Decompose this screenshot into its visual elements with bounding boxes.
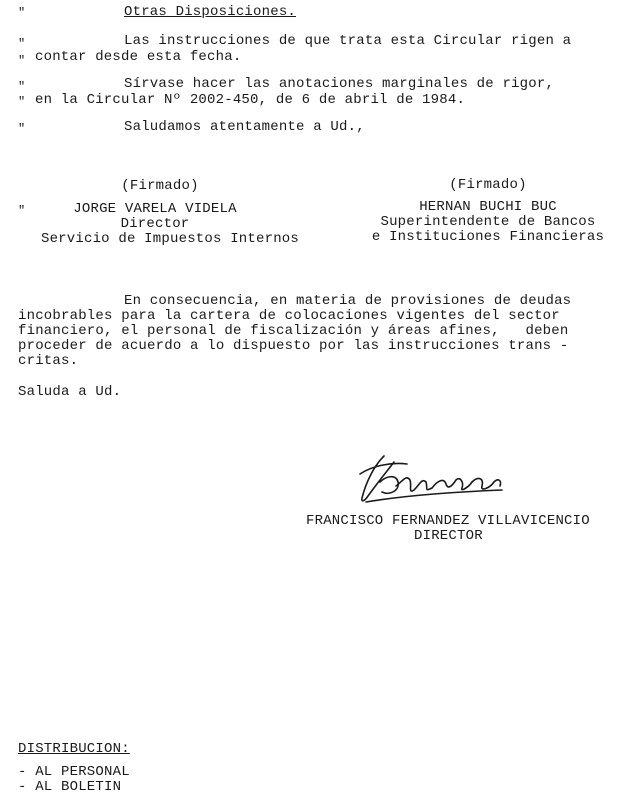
- paragraph-line: proceder de acuerdo a lo dispuesto por las instrucciones trans -: [18, 338, 569, 354]
- left-signatory-name: JORGE VARELA VIDELA: [73, 201, 237, 217]
- paragraph-line: financiero, el personal de fiscalización y áreas afines, deben: [18, 323, 569, 339]
- paragraph-line: critas.: [18, 353, 79, 369]
- director-name: FRANCISCO FERNANDEZ VILLAVICENCIO: [306, 513, 590, 529]
- left-signatory-title: Director: [120, 216, 190, 232]
- paragraph-line: Sírvase hacer las anotaciones marginales de rigor,: [124, 76, 555, 92]
- paragraph-line: Las instrucciones de que trata esta Circular rigen a: [124, 33, 572, 49]
- left-firmado: (Firmado): [121, 178, 199, 194]
- right-firmado: (Firmado): [449, 177, 527, 193]
- paragraph-line: en la Circular Nº 2002-450, de 6 de abril de 1984.: [35, 92, 466, 108]
- closing-line: Saludamos atentamente a Ud.,: [124, 119, 365, 135]
- ditto-mark: ": [18, 6, 26, 20]
- paragraph-line: incobrables para la cartera de colocaciones vigentes del sector: [18, 308, 560, 324]
- paragraph-line: En consecuencia, en materia de provisiones de deudas: [124, 293, 572, 309]
- ditto-mark: ": [18, 54, 26, 68]
- salutation: Saluda a Ud.: [18, 384, 122, 400]
- right-signatory-org: e Instituciones Financieras: [371, 229, 605, 245]
- ditto-mark: ": [18, 80, 26, 94]
- distribution-heading: DISTRIBUCION:: [18, 741, 130, 757]
- paragraph-line: contar desde esta fecha.: [35, 49, 242, 65]
- ditto-mark: ": [18, 95, 26, 109]
- ditto-mark: ": [18, 37, 26, 51]
- ditto-mark: ": [18, 122, 26, 136]
- section-heading: Otras Disposiciones.: [124, 4, 297, 20]
- handwritten-signature: [352, 452, 517, 512]
- right-signatory-name: HERNAN BUCHI BUC: [419, 199, 557, 215]
- director-title: DIRECTOR: [414, 528, 483, 544]
- right-signatory-title: Superintendente de Bancos: [380, 214, 596, 230]
- distribution-item: - AL PERSONAL: [18, 764, 130, 780]
- distribution-item: - AL BOLETIN: [18, 779, 122, 795]
- ditto-mark: ": [18, 204, 26, 218]
- left-signatory-org: Servicio de Impuestos Internos: [40, 231, 300, 247]
